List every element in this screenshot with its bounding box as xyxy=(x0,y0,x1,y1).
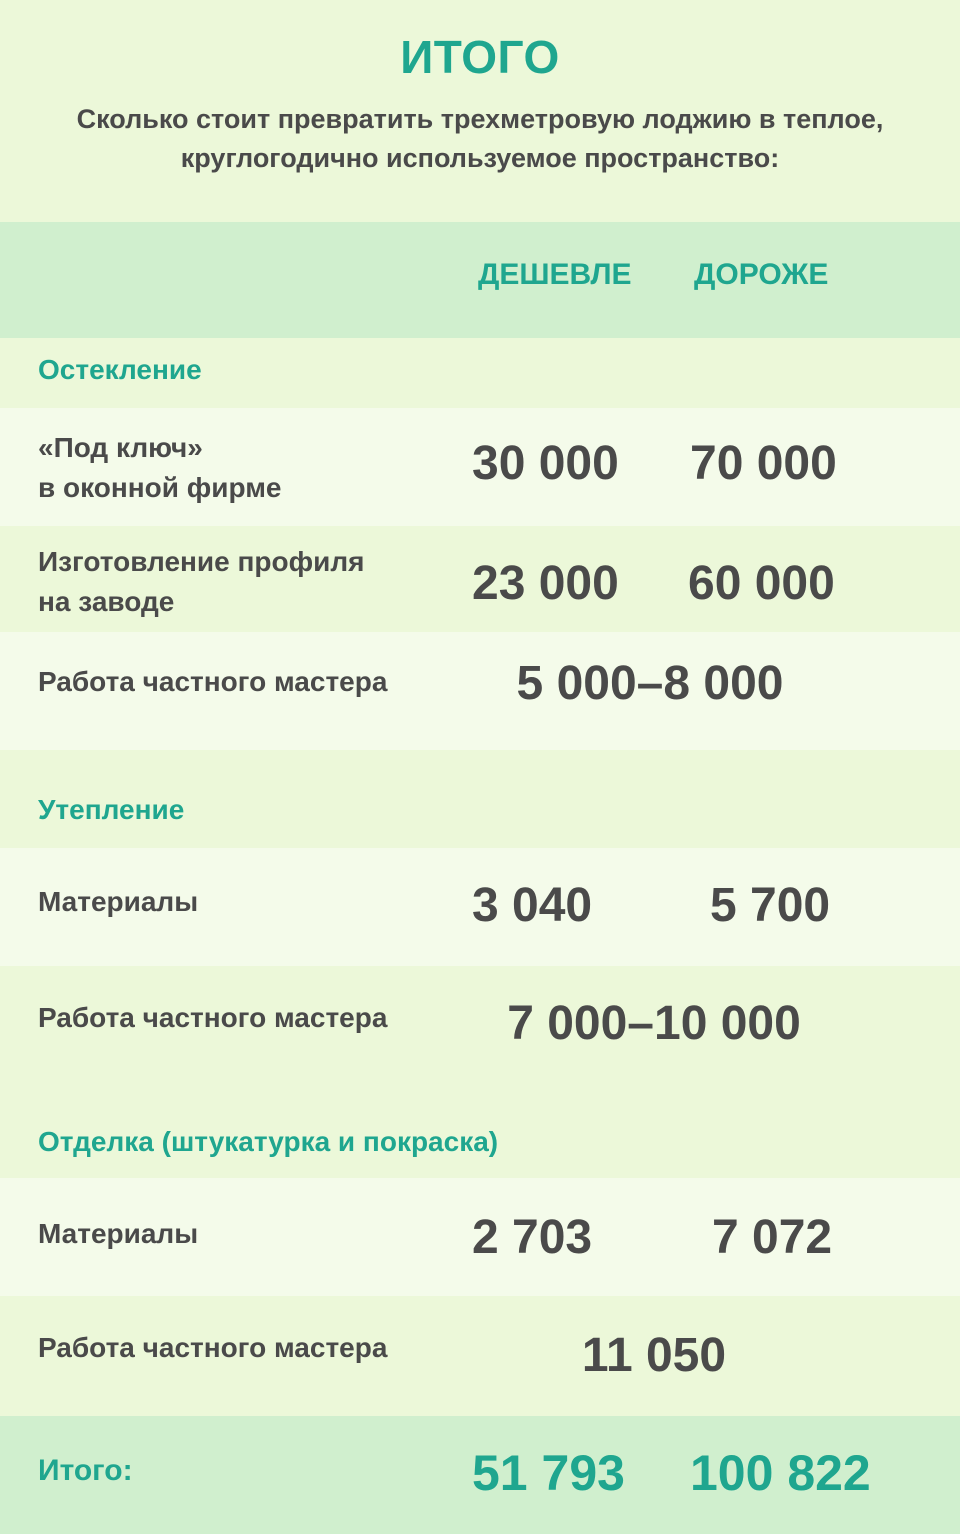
table-row-turnkey xyxy=(0,408,960,526)
row-label-line-1: «Под ключ» xyxy=(38,432,203,463)
row-label-master: Работа частного мастера xyxy=(38,666,388,697)
subtitle-line-1: Сколько стоит превратить трехметровую лоджию в теплое, xyxy=(76,104,884,134)
row-label-line-1: Изготовление профиля xyxy=(38,546,365,577)
row-label-materials: Материалы xyxy=(38,886,199,917)
value-expensive: 5 700 xyxy=(710,879,831,932)
value-expensive: 7 072 xyxy=(712,1211,833,1264)
row-label-turnkey xyxy=(38,428,282,508)
row-label-materials: Материалы xyxy=(38,1218,199,1249)
value-cheap: 23 000 xyxy=(472,557,619,610)
table-row-finishing-master xyxy=(0,1296,960,1416)
section-title-finishing: Отделка (штукатурка и покраска) xyxy=(38,1126,499,1157)
total-row xyxy=(0,1416,960,1534)
page-title: ИТОГО xyxy=(400,31,560,83)
subtitle-line-2: круглогодично используемое пространство: xyxy=(180,143,780,173)
table-row-finishing-materials xyxy=(0,1178,960,1296)
section-title-insulation: Утепление xyxy=(38,794,185,825)
value-cheap: 2 703 xyxy=(472,1211,593,1264)
row-label-master: Работа частного мастера xyxy=(38,1002,388,1033)
page-subtitle xyxy=(60,100,900,178)
table-row-glazing-master xyxy=(0,632,960,750)
row-label-factory xyxy=(38,542,364,622)
value-cheap: 30 000 xyxy=(472,437,619,490)
total-label: Итого: xyxy=(38,1454,133,1487)
table-row-insulation-master xyxy=(0,966,960,1084)
total-expensive: 100 822 xyxy=(690,1445,871,1501)
column-header-row xyxy=(0,222,960,338)
section-row-insulation xyxy=(0,750,960,848)
table-row-insulation-materials xyxy=(0,848,960,966)
header xyxy=(0,0,960,222)
value-range: 5 000–8 000 xyxy=(516,657,784,710)
value-range: 7 000–10 000 xyxy=(507,997,801,1050)
column-cheap-header: ДЕШЕВЛЕ xyxy=(478,258,632,291)
section-row-glazing xyxy=(0,338,960,408)
value-expensive: 70 000 xyxy=(690,437,837,490)
section-title-glazing: Остекление xyxy=(38,354,202,385)
row-label-line-2: на заводе xyxy=(38,586,175,617)
table-row-factory xyxy=(0,526,960,632)
row-label-line-2: в оконной фирме xyxy=(38,472,282,503)
column-expensive-header: ДОРОЖЕ xyxy=(694,258,829,291)
section-row-finishing xyxy=(0,1084,960,1178)
value-single: 11 050 xyxy=(581,1329,727,1382)
value-cheap: 3 040 xyxy=(472,879,593,932)
row-label-master: Работа частного мастера xyxy=(38,1332,388,1363)
value-expensive: 60 000 xyxy=(688,557,835,610)
total-cheap: 51 793 xyxy=(472,1445,625,1501)
